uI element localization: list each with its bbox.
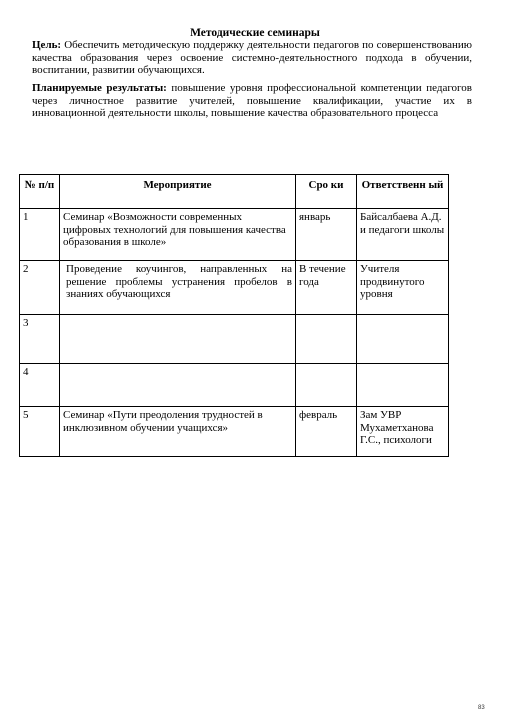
table-row	[20, 315, 449, 364]
cell-date: февраль	[296, 407, 357, 457]
document-title: Методические семинары	[190, 27, 320, 39]
goal-text: Обеспечить методическую поддержку деятельности педагогов по совершенствованию качества образования через освоение системно-деятельностного подхода в обучении, воспитании, развитии обучающихся.	[32, 39, 472, 77]
cell-num: 1	[20, 209, 60, 261]
cell-event: Семинар «Пути преодоления трудностей в инклюзивном обучении учащихся»	[60, 407, 296, 457]
seminars-table	[19, 174, 449, 457]
table-row	[20, 209, 449, 261]
cell-num: 4	[20, 364, 60, 407]
cell-event: Проведение коучингов, направленных на решение проблемы устранения пробелов в знаниях обучающихся	[60, 261, 296, 315]
cell-responsible: Байсалбаева А.Д. и педагоги школы	[357, 209, 449, 261]
table-row	[20, 261, 449, 315]
cell-event: Семинар «Возможности современных цифровых технологий для повышения качества образования в школе»	[60, 209, 296, 261]
cell-responsible	[357, 364, 449, 407]
cell-event	[60, 315, 296, 364]
cell-date: В течение года	[296, 261, 357, 315]
results-label: Планируемые результаты:	[32, 82, 167, 94]
results-text: повышение уровня профессиональной компетенции педагогов через личностное развитие учителей, повышение квалификации, участие их в инновационной деятельности школы, повышение качества образовательного процесса	[32, 82, 472, 120]
table-row	[20, 407, 449, 457]
header-num: № п/п	[20, 175, 60, 209]
header-date: Сро ки	[296, 175, 357, 209]
cell-num: 5	[20, 407, 60, 457]
header-event: Мероприятие	[60, 175, 296, 209]
cell-num: 3	[20, 315, 60, 364]
cell-responsible: Зам УВР Мухаметханова Г.С., психологи	[357, 407, 449, 457]
page-number: 83	[478, 705, 485, 711]
goal-paragraph	[32, 39, 472, 77]
results-paragraph	[32, 82, 472, 120]
cell-num: 2	[20, 261, 60, 315]
cell-event	[60, 364, 296, 407]
goal-label: Цель:	[32, 39, 62, 51]
cell-responsible: Учителя продвинутого уровня	[357, 261, 449, 315]
table-header-row	[20, 175, 449, 209]
cell-date	[296, 364, 357, 407]
cell-responsible	[357, 315, 449, 364]
table-row	[20, 364, 449, 407]
cell-date	[296, 315, 357, 364]
header-responsible: Ответственн ый	[357, 175, 449, 209]
cell-date: январь	[296, 209, 357, 261]
